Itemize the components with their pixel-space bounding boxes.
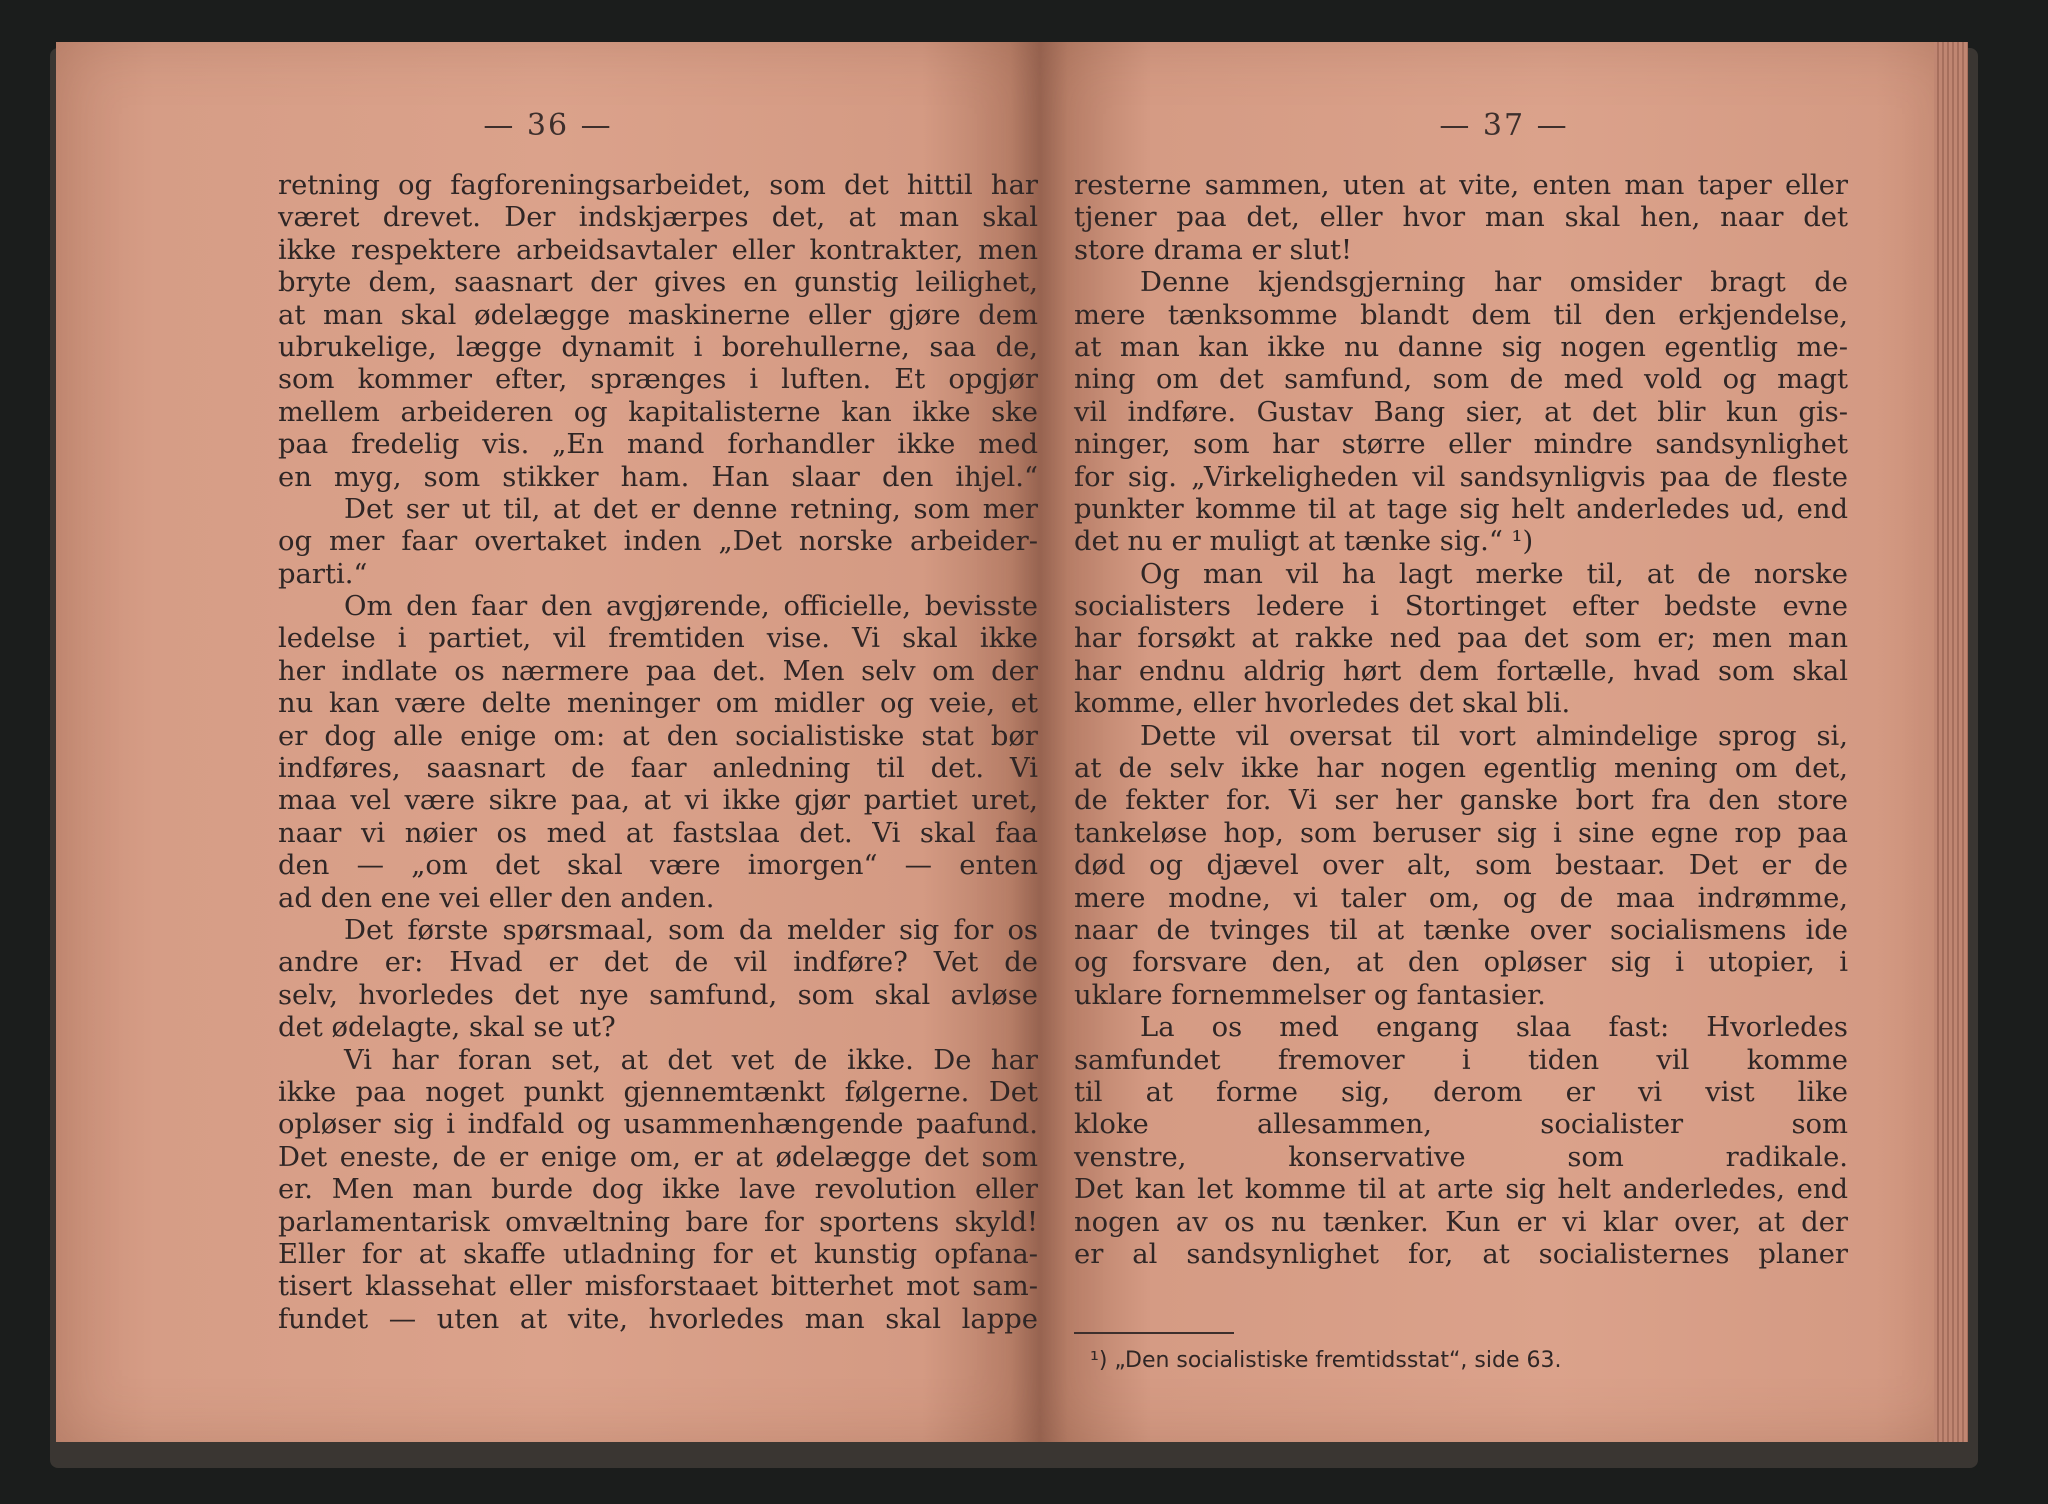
text-line: Denne kjendsgjerning har omsider bragt de [1140,267,1848,299]
text-line: en myg, som stikker ham. Han slaar den ihjel.“ [278,461,1038,493]
text-line: for sig. „Virkeligheden vil sandsynligvis paa de fleste [1074,461,1848,493]
text-line: selv, hvorledes det nye samfund, som skal avløse [278,979,1038,1011]
text-line: uklare fornemmelser og fantasier. [1074,979,1546,1011]
text-line: ledelse i partiet, vil fremtiden vise. Vi skal ikke [278,623,1038,655]
text-line: andre er: Hvad er det de vil indføre? Vet de [278,947,1038,979]
text-line: tjener paa det, eller hvor man skal hen, naar det [1074,202,1848,234]
text-line: at de selv ikke har nogen egentlig mening om det, [1074,753,1848,785]
text-line: er. Men man burde dog ikke lave revolution eller [278,1174,1038,1206]
text-line: at man skal ødelægge maskinerne eller gjøre dem [278,299,1038,331]
text-line: at man kan ikke nu danne sig nogen egentlig me- [1074,331,1848,363]
text-line: komme, eller hvorledes det skal bli. [1074,688,1571,720]
text-line: mellem arbeideren og kapitalisterne kan ikke ske [278,396,1038,428]
text-line: Dette vil oversat til vort almindelige sprog si, [1140,720,1848,752]
text-line: store drama er slut! [1074,234,1353,266]
text-line: som kommer efter, sprænges i luften. Et opgjør [278,364,1038,396]
text-line: tisert klassehat eller misforstaaet bitterhet mot sam- [278,1271,1038,1303]
text-line: har forsøkt at rakke ned paa det som er; men man [1074,623,1848,655]
text-line: de fekter for. Vi ser her ganske bort fra den store [1074,785,1848,817]
text-line: er dog alle enige om: at den socialistiske stat bør [278,720,1038,752]
text-line: indføres, saasnart de faar anledning til det. Vi [278,753,1038,785]
text-line: ikke paa noget punkt gjennemtænkt følgerne. Det [278,1076,1038,1108]
text-line: Det ser ut til, at det er denne retning, som mer [344,493,1038,525]
text-line: mere modne, vi taler om, og de maa indrømme, [1074,882,1848,914]
text-line: paa fredelig vis. „En mand forhandler ikke med [278,429,1038,461]
text-line: bryte dem, saasnart der gives en gunstig leilighet, [278,267,1038,299]
text-line: venstre, konservative som radikale. [1074,1141,1848,1173]
text-line: maa vel være sikre paa, at vi ikke gjør partiet uret, [278,785,1038,817]
text-line: Det første spørsmaal, som da melder sig for os [344,914,1038,946]
text-line: fundet — uten at vite, hvorledes man skal lappe [278,1303,1038,1335]
text-line: parlamentarisk omvæltning bare for sportens skyld! [278,1206,1038,1238]
right-page-body-text [1074,170,1848,1271]
text-line: har endnu aldrig hørt dem fortælle, hvad som skal [1074,655,1848,687]
text-line: mere tænksomme blandt dem til den erkjendelse, [1074,299,1848,331]
page-number-left: — 36 — [483,108,613,143]
text-line: og forsvare den, at den opløser sig i utopier, i [1074,947,1848,979]
text-line: naar vi nøier os med at fastslaa det. Vi skal faa [278,817,1038,849]
text-line: Om den faar den avgjørende, officielle, bevisste [344,591,1038,623]
text-line: er al sandsynlighet for, at socialisternes planer [1074,1238,1848,1270]
text-line: den — „om det skal være imorgen“ — enten [278,850,1038,882]
text-line: opløser sig i indfald og usammenhængende paafund. [278,1109,1038,1141]
left-page [56,42,1040,1442]
text-line: samfundet fremover i tiden vil komme [1074,1044,1848,1076]
footnote: ¹) „Den socialistiske fremtidsstat“, side 63. [1090,1348,1562,1373]
page-edge-stack [1934,42,1968,1442]
text-line: ad den ene vei eller den anden. [278,882,715,914]
text-line: ikke respektere arbeidsavtaler eller kontrakter, men [278,234,1038,266]
left-page-body-text [278,170,1038,1336]
footnote-divider [1074,1332,1234,1334]
text-line: kloke allesammen, socialister som [1074,1109,1848,1141]
text-line: været drevet. Der indskjærpes det, at man skal [278,202,1038,234]
text-line: La os med engang slaa fast: Hvorledes [1140,1012,1848,1044]
text-line: Eller for at skaffe utladning for et kunstig opfana- [278,1238,1038,1270]
text-line: tankeløse hop, som beruser sig i sine egne rop paa [1074,817,1848,849]
text-line: ning om det samfund, som de med vold og magt [1074,364,1848,396]
text-line: og mer faar overtaket inden „Det norske arbeider- [278,526,1038,558]
text-line: til at forme sig, derom er vi vist like [1074,1076,1848,1108]
text-line: det nu er muligt at tænke sig.“ ¹) [1074,526,1534,558]
text-line: Det eneste, de er enige om, er at ødelægge det som [278,1141,1038,1173]
text-line: det ødelagte, skal se ut? [278,1012,616,1044]
text-line: Det kan let komme til at arte sig helt anderledes, end [1074,1174,1848,1206]
text-line: resterne sammen, uten at vite, enten man taper eller [1074,170,1848,201]
page-number-right: — 37 — [1439,108,1569,143]
text-line: ninger, som har større eller mindre sandsynlighet [1074,429,1848,461]
text-line: punkter komme til at tage sig helt anderledes ud, end [1074,493,1848,525]
text-line: Og man vil ha lagt merke til, at de norske [1140,558,1848,590]
text-line: retning og fagforeningsarbeidet, som det hittil har [278,170,1038,201]
text-line: nu kan være delte meninger om midler og veie, et [278,688,1038,720]
right-page [1040,42,1968,1442]
text-line: ubrukelige, lægge dynamit i borehullerne, saa de, [278,331,1038,363]
text-line: vil indføre. Gustav Bang sier, at det blir kun gis- [1074,396,1848,428]
text-line: socialisters ledere i Stortinget efter bedste evne [1074,591,1848,623]
text-line: nogen av os nu tænker. Kun er vi klar over, at der [1074,1206,1848,1238]
text-line: her indlate os nærmere paa det. Men selv om der [278,655,1038,687]
text-line: Vi har foran set, at det vet de ikke. De har [344,1044,1038,1076]
text-line: parti.“ [278,558,368,590]
text-line: naar de tvinges til at tænke over socialismens ide [1074,914,1848,946]
text-line: død og djævel over alt, som bestaar. Det er de [1074,850,1848,882]
